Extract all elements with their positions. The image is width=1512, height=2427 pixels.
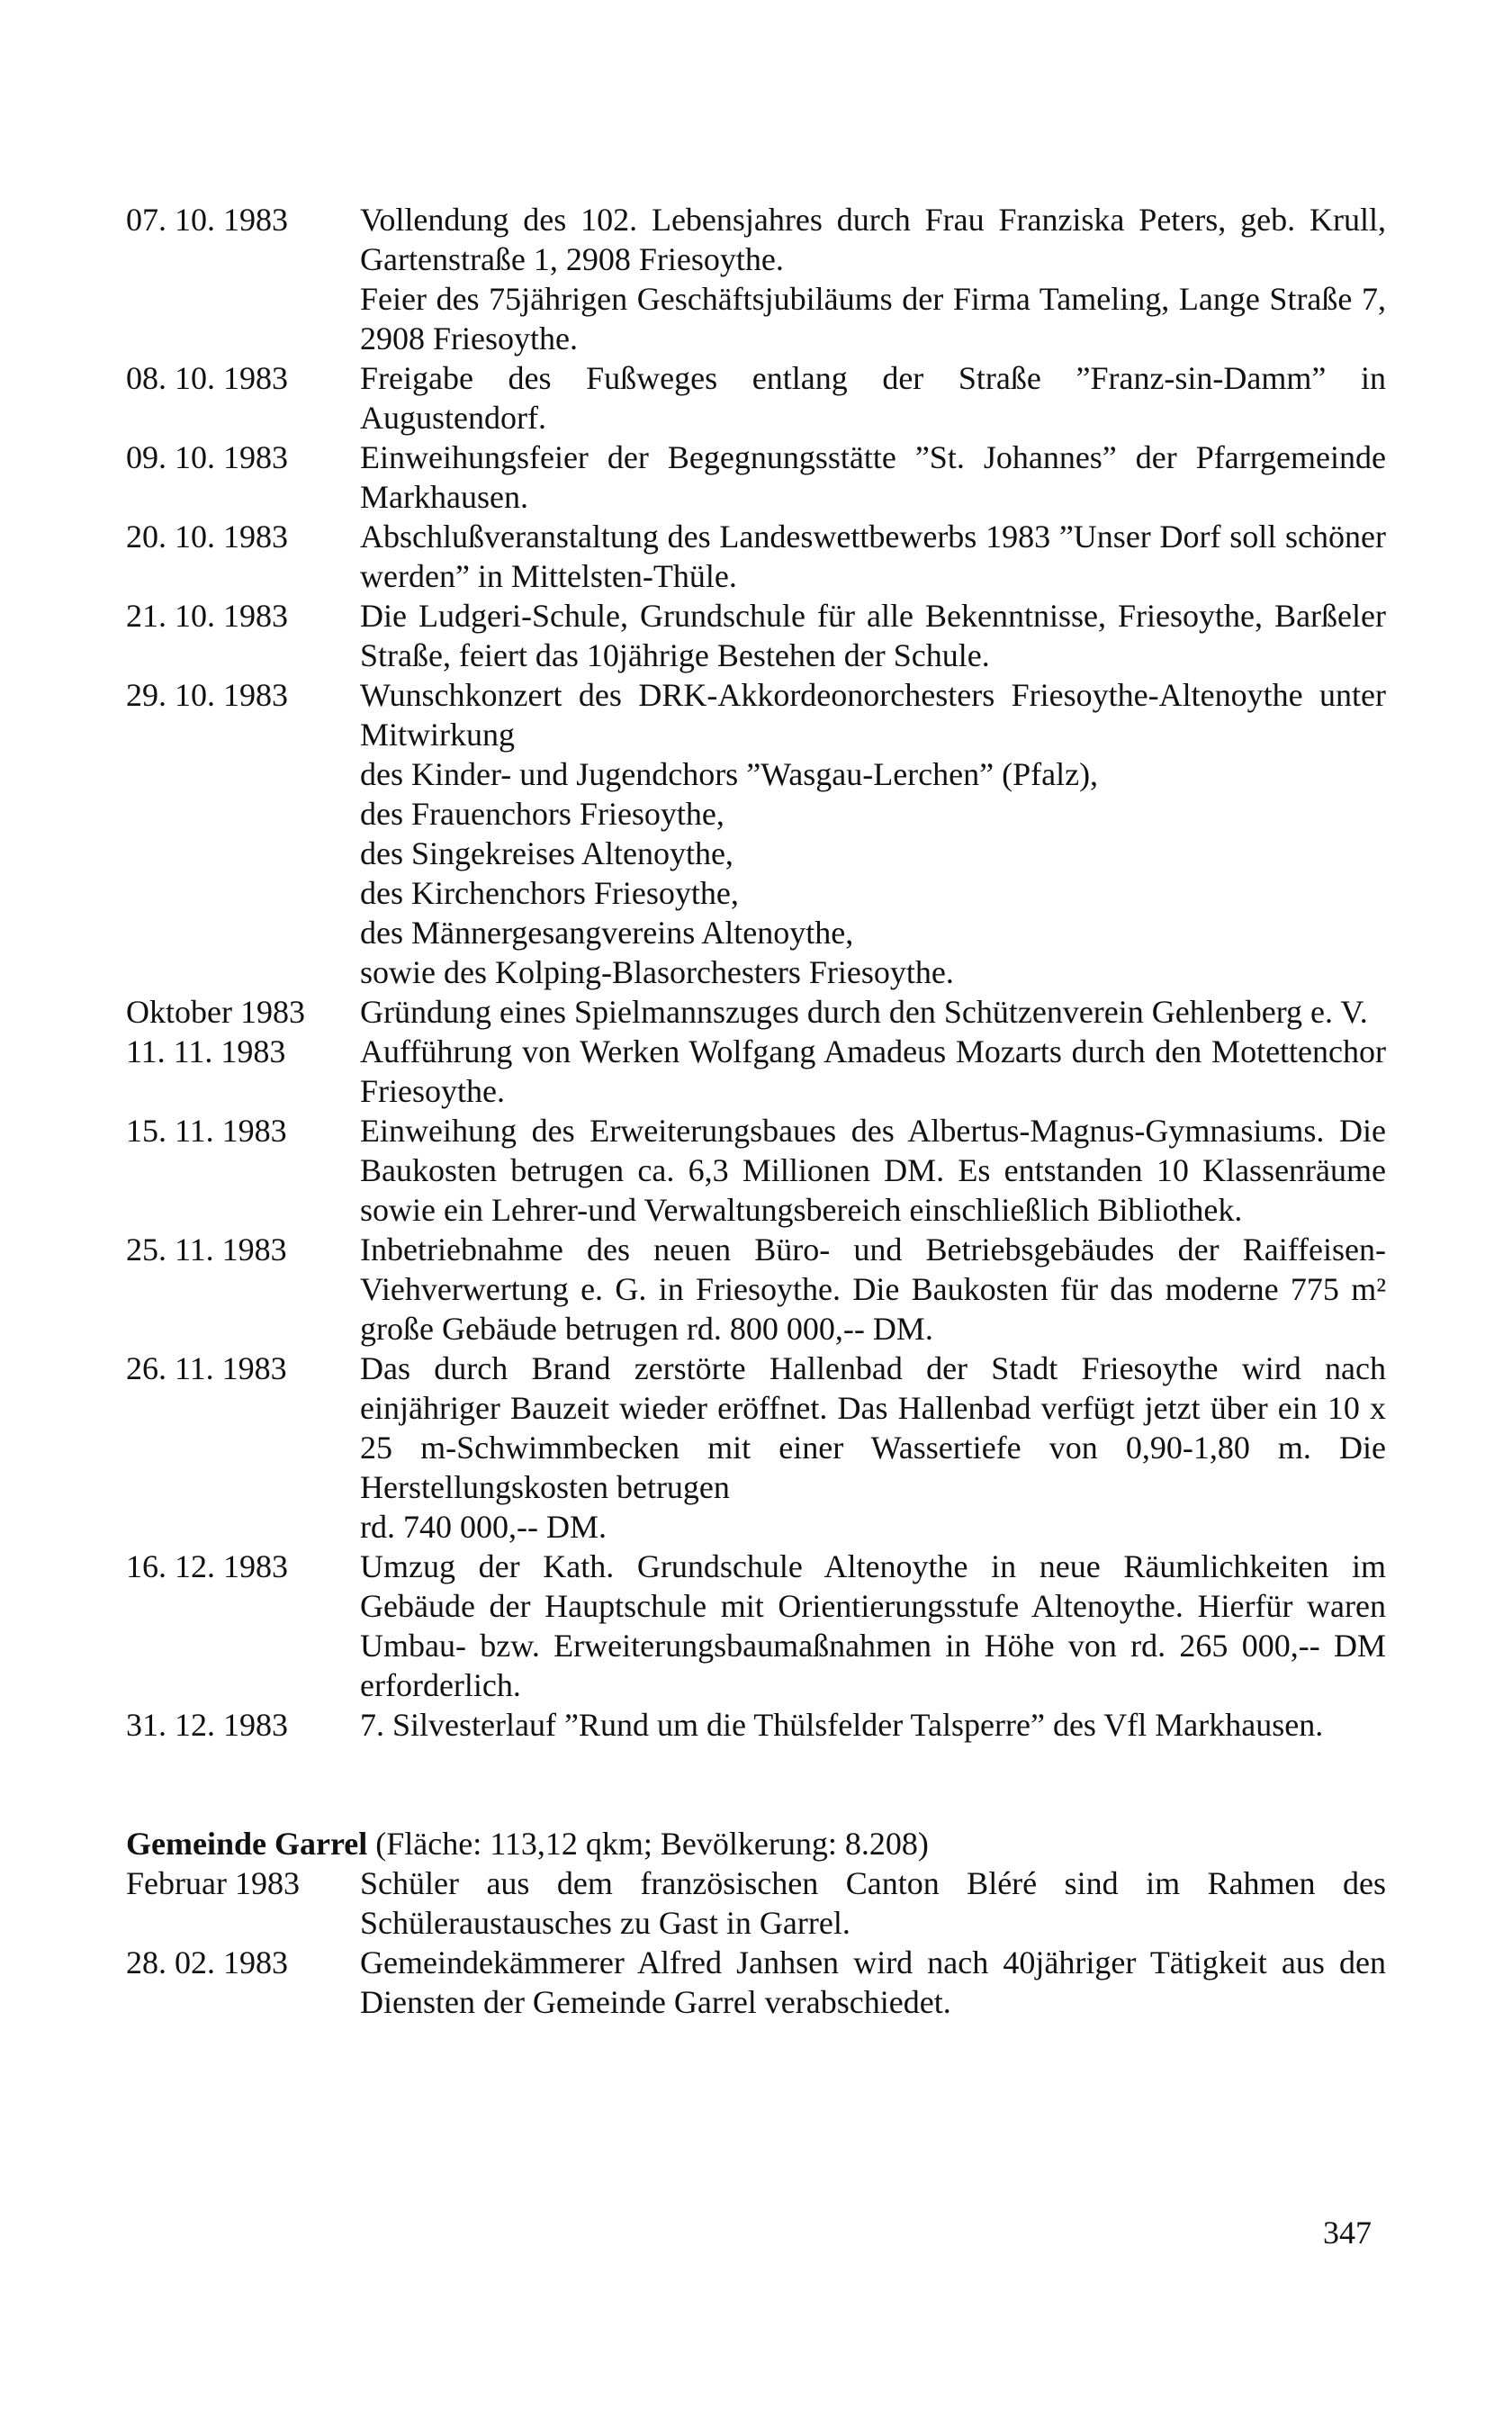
entry-paragraph: des Kirchenchors Friesoythe, bbox=[360, 875, 739, 911]
chronicle-entry bbox=[126, 1349, 1386, 1547]
entry-paragraph: Schüler aus dem französischen Canton Bléré sind im Rahmen des Schüleraustausches zu Gast in Garrel. bbox=[360, 1865, 1386, 1941]
entry-text bbox=[360, 1111, 1386, 1230]
entry-text bbox=[360, 1705, 1386, 1745]
entry-date: 31. 12. 1983 bbox=[126, 1707, 288, 1743]
entry-text bbox=[360, 438, 1386, 517]
chronicle-entries-1983 bbox=[126, 200, 1386, 1745]
document-page bbox=[126, 200, 1386, 2022]
entry-paragraph: Gemeindekämmerer Alfred Janhsen wird nach 40jähriger Tätigkeit aus den Diensten der Gemeinde Garrel verabschiedet. bbox=[360, 1944, 1386, 2020]
page-number: 347 bbox=[1323, 2215, 1372, 2251]
entry-text bbox=[360, 1547, 1386, 1705]
entry-paragraph: Abschlußveranstaltung des Landeswettbewerbs 1983 ”Unser Dorf soll schöner werden” in Mittelsten-Thüle. bbox=[360, 519, 1386, 594]
chronicle-entry bbox=[126, 1230, 1386, 1349]
chronicle-entry bbox=[126, 358, 1386, 438]
entry-date: 20. 10. 1983 bbox=[126, 519, 288, 555]
entry-date: 16. 12. 1983 bbox=[126, 1548, 288, 1584]
entry-paragraph: Das durch Brand zerstörte Hallenbad der Stadt Friesoythe wird nach einjähriger Bauzeit wieder eröffnet. Das Hallenbad verfügt jetzt über ein 10 x 25 m-Schwimmbecken mit einer Wassertiefe von 0,90-1,80 m. Die Herstellungskosten betrugen bbox=[360, 1350, 1386, 1505]
chronicle-entry bbox=[126, 200, 1386, 358]
entry-date: 29. 10. 1983 bbox=[126, 677, 288, 713]
entry-paragraph: des Frauenchors Friesoythe, bbox=[360, 796, 724, 832]
entry-date: 21. 10. 1983 bbox=[126, 598, 288, 634]
entry-date: 28. 02. 1983 bbox=[126, 1944, 288, 1980]
chronicle-entry bbox=[126, 438, 1386, 517]
entry-paragraph: rd. 740 000,-- DM. bbox=[360, 1509, 607, 1545]
chronicle-entry bbox=[126, 1032, 1386, 1111]
entry-date: 15. 11. 1983 bbox=[126, 1113, 287, 1149]
entry-paragraph: Die Ludgeri-Schule, Grundschule für alle Bekenntnisse, Friesoythe, Barßeler Straße, feiert das 10jährige Bestehen der Schule. bbox=[360, 598, 1386, 673]
entry-text bbox=[360, 200, 1386, 358]
chronicle-entry bbox=[126, 1705, 1386, 1745]
entry-paragraph: Umzug der Kath. Grundschule Altenoythe in neue Räumlichkeiten im Gebäude der Hauptschule mit Orientierungsstufe Altenoythe. Hierfür waren Umbau- bzw. Erweiterungsbaumaßnahmen in Höhe von rd. 265 000,-- DM erforderlich. bbox=[360, 1548, 1386, 1703]
entry-paragraph: Einweihung des Erweiterungsbaues des Albertus-Magnus-Gymnasiums. Die Baukosten betrugen ca. 6,3 Millionen DM. Es entstanden 10 Klassenräume sowie ein Lehrer-und Verwaltungsbereich einschließlich Bibliothek. bbox=[360, 1113, 1386, 1228]
entry-text bbox=[360, 1230, 1386, 1349]
chronicle-entry bbox=[126, 1943, 1386, 2022]
chronicle-entries-garrel bbox=[126, 1863, 1386, 2022]
section-spacer bbox=[126, 1745, 1386, 1824]
entry-paragraph: Vollendung des 102. Lebensjahres durch Frau Franziska Peters, geb. Krull, Gartenstraße 1, 2908 Friesoythe. bbox=[360, 202, 1386, 277]
entry-date: 11. 11. 1983 bbox=[126, 1033, 286, 1069]
section-heading bbox=[126, 1824, 1386, 1863]
entry-paragraph: sowie des Kolping-Blasorchesters Friesoythe. bbox=[360, 954, 954, 990]
entry-text bbox=[360, 596, 1386, 675]
entry-text bbox=[360, 1032, 1386, 1111]
entry-text bbox=[360, 358, 1386, 438]
entry-paragraph: Gründung eines Spielmannszuges durch den Schützenverein Gehlenberg e. V. bbox=[360, 994, 1368, 1030]
chronicle-entry bbox=[126, 596, 1386, 675]
entry-date: 07. 10. 1983 bbox=[126, 202, 288, 238]
entry-paragraph: des Männergesangvereins Altenoythe, bbox=[360, 915, 854, 951]
entry-date: 26. 11. 1983 bbox=[126, 1350, 287, 1386]
section-info: (Fläche: 113,12 qkm; Bevölkerung: 8.208) bbox=[367, 1826, 929, 1862]
entry-date: 25. 11. 1983 bbox=[126, 1232, 287, 1268]
entry-date: 08. 10. 1983 bbox=[126, 360, 288, 396]
entry-paragraph: Wunschkonzert des DRK-Akkordeonorchesters Friesoythe-Altenoythe unter Mitwirkung bbox=[360, 677, 1386, 753]
entry-date: Oktober 1983 bbox=[126, 994, 305, 1030]
entry-date: Februar 1983 bbox=[126, 1865, 300, 1901]
entry-paragraph: 7. Silvesterlauf ”Rund um die Thülsfelder Talsperre” des Vfl Markhausen. bbox=[360, 1707, 1324, 1743]
entry-paragraph: Aufführung von Werken Wolfgang Amadeus Mozarts durch den Motettenchor Friesoythe. bbox=[360, 1033, 1386, 1109]
entry-paragraph: Feier des 75jährigen Geschäftsjubiläums der Firma Tameling, Lange Straße 7, 2908 Friesoythe. bbox=[360, 281, 1386, 356]
section-title: Gemeinde Garrel bbox=[126, 1826, 368, 1862]
chronicle-entry bbox=[126, 675, 1386, 992]
entry-paragraph: des Kinder- und Jugendchors ”Wasgau-Lerchen” (Pfalz), bbox=[360, 756, 1099, 792]
chronicle-entry bbox=[126, 992, 1386, 1032]
chronicle-entry bbox=[126, 517, 1386, 596]
entry-paragraph: Einweihungsfeier der Begegnungsstätte ”St. Johannes” der Pfarrgemeinde Markhausen. bbox=[360, 439, 1386, 515]
entry-text bbox=[360, 517, 1386, 596]
entry-paragraph: des Singekreises Altenoythe, bbox=[360, 835, 734, 871]
chronicle-entry bbox=[126, 1863, 1386, 1943]
entry-text bbox=[360, 1863, 1386, 1943]
entry-text bbox=[360, 1943, 1386, 2022]
entry-date: 09. 10. 1983 bbox=[126, 439, 288, 475]
chronicle-entry bbox=[126, 1547, 1386, 1705]
entry-paragraph: Freigabe des Fußweges entlang der Straße ”Franz-sin-Damm” in Augustendorf. bbox=[360, 360, 1386, 436]
chronicle-entry bbox=[126, 1111, 1386, 1230]
entry-paragraph: Inbetriebnahme des neuen Büro- und Betriebsgebäudes der Raiffeisen-Viehverwertung e. G. in Friesoythe. Die Baukosten für das moderne 775 m² große Gebäude betrugen rd. 800 000,-- DM. bbox=[360, 1232, 1386, 1347]
entry-text bbox=[360, 1349, 1386, 1547]
entry-text bbox=[360, 992, 1386, 1032]
entry-text bbox=[360, 675, 1386, 992]
